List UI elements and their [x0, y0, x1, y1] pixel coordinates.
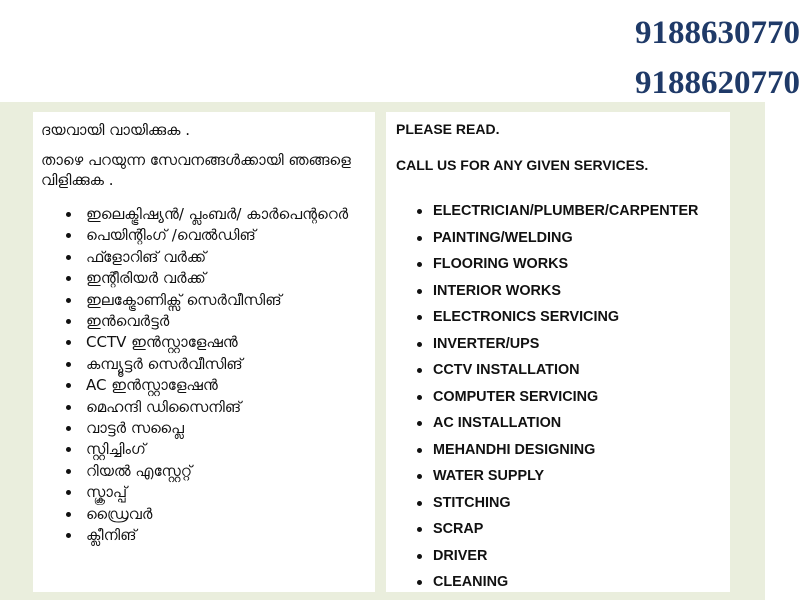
list-item: MEHANDHI DESIGNING — [433, 437, 722, 464]
list-item: റിയൽ എസ്റ്റേറ്റ് — [86, 461, 367, 482]
list-item: COMPUTER SERVICING — [433, 384, 722, 411]
list-item: വാട്ടർ സപ്ലൈ — [86, 418, 367, 439]
list-item: ഡ്രൈവർ — [86, 504, 367, 525]
list-item: ഇലെക്ട്രിഷ്യൻ/ പ്ലംബർ/ കാർപെന്ററെർ — [86, 204, 367, 225]
list-item: പെയിന്റിംഗ് /വെൽഡിങ് — [86, 225, 367, 246]
list-item: INTERIOR WORKS — [433, 278, 722, 305]
list-item: INVERTER/UPS — [433, 331, 722, 358]
list-item: DRIVER — [433, 543, 722, 570]
phone-numbers — [580, 8, 800, 108]
malayalam-services-list — [41, 204, 367, 547]
list-item: WATER SUPPLY — [433, 463, 722, 490]
list-item: ഇലക്ട്രോണിക്സ് സെർവീസിങ് — [86, 290, 367, 311]
malayalam-subheading: താഴെ പറയുന്ന സേവനങ്ങൾക്കായി ഞങ്ങളെ വിളിക്കുക . — [41, 151, 351, 189]
list-item: കമ്പ്യൂട്ടർ സെർവീസിങ് — [86, 354, 367, 375]
english-card — [386, 112, 730, 592]
list-item: ഇൻവെർട്ടർ — [86, 311, 367, 332]
phone-number-1: 9188630770 — [635, 15, 800, 51]
list-item: CCTV ഇൻസ്റ്റാളേഷൻ — [86, 332, 367, 353]
english-services-list — [396, 198, 722, 596]
list-item: സ്ക്രാപ്പ് — [86, 482, 367, 503]
list-item: CLEANING — [433, 569, 722, 596]
list-item: ELECTRICIAN/PLUMBER/CARPENTER — [433, 198, 722, 225]
list-item: SCRAP — [433, 516, 722, 543]
list-item: STITCHING — [433, 490, 722, 517]
list-item: FLOORING WORKS — [433, 251, 722, 278]
list-item: AC ഇൻസ്റ്റാളേഷൻ — [86, 375, 367, 396]
phone-number-2: 9188620770 — [635, 65, 800, 101]
list-item: ഇന്റീരിയർ വർക്ക് — [86, 268, 367, 289]
english-subheading: CALL US FOR ANY GIVEN SERVICES. — [396, 157, 649, 173]
list-item: ഫ്ളോറിങ് വർക്ക് — [86, 247, 367, 268]
list-item: സ്റ്റിച്ചിംഗ് — [86, 439, 367, 460]
list-item: ക്ലീനിങ് — [86, 525, 367, 546]
malayalam-card — [33, 112, 375, 592]
list-item: CCTV INSTALLATION — [433, 357, 722, 384]
list-item: മെഹന്ദി ഡിസൈനിങ് — [86, 397, 367, 418]
english-heading: PLEASE READ. — [396, 121, 500, 137]
list-item: ELECTRONICS SERVICING — [433, 304, 722, 331]
list-item: PAINTING/WELDING — [433, 225, 722, 252]
list-item: AC INSTALLATION — [433, 410, 722, 437]
malayalam-heading: ദയവായി വായിക്കുക . — [41, 121, 190, 139]
